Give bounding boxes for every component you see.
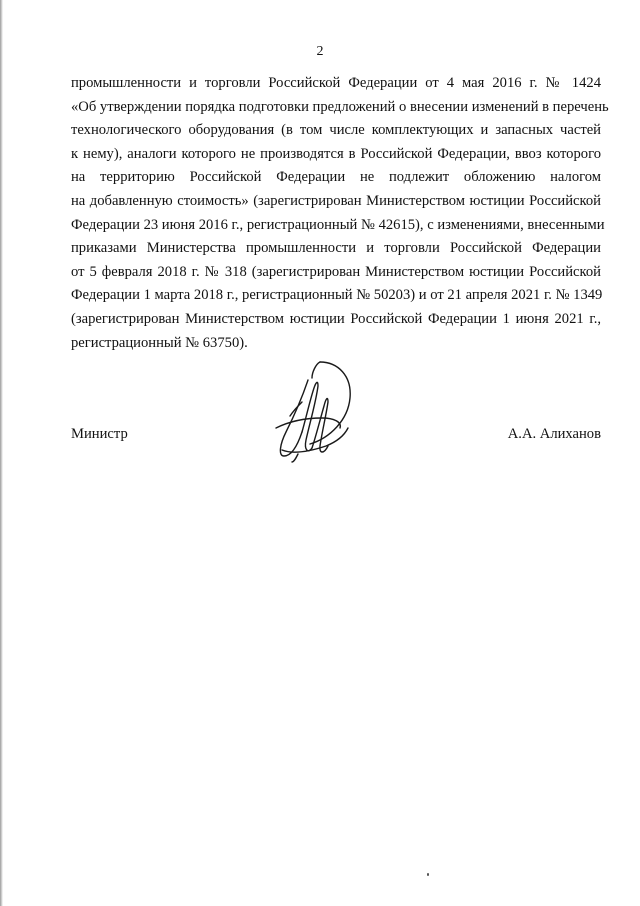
- body-line: к нему), аналоги которого не производятся в Российской Федерации, ввоз которого: [71, 145, 601, 162]
- body-line: Федерации 1 марта 2018 г., регистрационный № 50203) и от 21 апреля 2021 г. № 1349: [71, 287, 603, 304]
- body-line: приказами Министерства промышленности и торговли Российской Федерации: [71, 240, 601, 257]
- body-line: (зарегистрирован Министерством юстиции Российской Федерации 1 июня 2021 г.,: [71, 310, 601, 327]
- signer-name: А.А. Алиханов: [507, 426, 601, 442]
- signature-block: [71, 426, 601, 450]
- body-line: промышленности и торговли Российской Федерации от 4 мая 2016 г. № 1424: [71, 75, 601, 91]
- document-body-text: [71, 72, 609, 355]
- body-line: технологического оборудования (в том числе комплектующих и запасных частей: [71, 122, 601, 139]
- body-line: Федерации 23 июня 2016 г., регистрационный № 42615), с изменениями, внесенными: [71, 216, 605, 233]
- page-number: 2: [316, 44, 324, 59]
- signer-title: Министр: [71, 426, 128, 442]
- body-line: «Об утверждении порядка подготовки предложений о внесении изменений в перечень: [71, 98, 609, 115]
- body-line: от 5 февраля 2018 г. № 318 (зарегистрирован Министерством юстиции Российской: [71, 263, 601, 280]
- body-line: на территорию Российской Федерации не подлежит обложению налогом: [71, 169, 601, 186]
- scan-speck: [427, 873, 429, 876]
- body-line: регистрационный № 63750).: [71, 334, 248, 351]
- scan-edge-shadow: [0, 0, 3, 906]
- body-line: на добавленную стоимость» (зарегистрирован Министерством юстиции Российской: [71, 192, 601, 209]
